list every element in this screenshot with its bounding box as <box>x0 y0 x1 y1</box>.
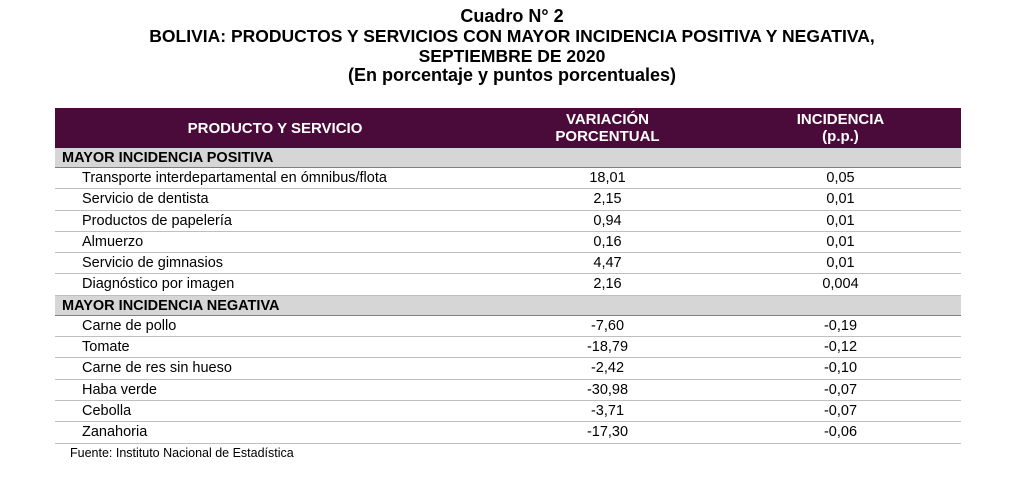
section-positive: MAYOR INCIDENCIA POSITIVA <box>55 148 961 168</box>
table-number: Cuadro N° 2 <box>460 6 564 26</box>
row-incidence: 0,01 <box>826 233 855 250</box>
table-row <box>55 274 961 295</box>
row-product: Diagnóstico por imagen <box>82 276 235 293</box>
row-product: Haba verde <box>82 381 157 398</box>
table-header <box>55 108 961 148</box>
header-incidence-line2: (p.p.) <box>822 128 859 145</box>
row-product: Tomate <box>82 339 130 356</box>
row-incidence: -0,07 <box>823 402 858 419</box>
header-variation-line2: PORCENTUAL <box>555 128 660 145</box>
row-incidence: 0,004 <box>822 276 859 293</box>
row-variation: -30,98 <box>586 381 629 398</box>
section-negative: MAYOR INCIDENCIA NEGATIVA <box>55 296 961 316</box>
source-note: Fuente: Instituto Nacional de Estadística <box>70 446 294 460</box>
table-row <box>55 189 961 210</box>
row-incidence: -0,06 <box>823 424 858 441</box>
table-row <box>55 380 961 401</box>
table-row <box>55 422 961 443</box>
row-product: Servicio de gimnasios <box>82 255 224 272</box>
table-row <box>55 316 961 337</box>
row-variation: -18,79 <box>586 339 629 356</box>
table-title-date: SEPTIEMBRE DE 2020 <box>418 46 606 66</box>
row-variation: 0,16 <box>593 233 622 250</box>
row-product: Cebolla <box>82 402 132 419</box>
row-variation: 2,16 <box>593 276 622 293</box>
row-incidence: 0,01 <box>826 255 855 272</box>
incidence-table <box>55 108 961 444</box>
table-row <box>55 232 961 253</box>
row-product: Productos de papelería <box>82 212 232 229</box>
row-variation: 0,94 <box>593 212 622 229</box>
table-title: BOLIVIA: PRODUCTOS Y SERVICIOS CON MAYOR INCIDENCIA POSITIVA Y NEGATIVA, <box>149 26 875 46</box>
row-incidence: 0,05 <box>826 170 855 186</box>
header-variation <box>495 108 720 148</box>
row-variation: -3,71 <box>590 402 625 419</box>
row-product: Transporte interdepartamental en ómnibus/flota <box>82 170 387 186</box>
row-incidence: -0,10 <box>823 360 858 377</box>
row-product: Servicio de dentista <box>82 191 209 208</box>
table-row <box>55 337 961 358</box>
header-incidence <box>720 108 961 148</box>
header-variation-line1: VARIACIÓN <box>565 111 650 128</box>
header-product-service: PRODUCTO Y SERVICIO <box>187 119 363 137</box>
table-row <box>55 401 961 422</box>
row-product: Carne de pollo <box>82 317 177 334</box>
table-title-block <box>0 6 1024 85</box>
row-product: Carne de res sin hueso <box>82 360 232 377</box>
row-product: Almuerzo <box>82 233 144 250</box>
row-variation: 2,15 <box>593 191 622 208</box>
row-incidence: -0,19 <box>823 317 858 334</box>
row-variation: -2,42 <box>590 360 625 377</box>
row-incidence: 0,01 <box>826 191 855 208</box>
row-variation: 4,47 <box>593 255 622 272</box>
table-row <box>55 358 961 379</box>
row-variation: -17,30 <box>586 424 629 441</box>
table-row <box>55 211 961 232</box>
row-variation: 18,01 <box>589 170 626 186</box>
row-incidence: -0,07 <box>823 381 858 398</box>
row-variation: -7,60 <box>590 317 625 334</box>
table-row <box>55 253 961 274</box>
row-product: Zanahoria <box>82 424 148 441</box>
row-incidence: -0,12 <box>823 339 858 356</box>
header-incidence-line1: INCIDENCIA <box>796 111 885 128</box>
row-incidence: 0,01 <box>826 212 855 229</box>
table-row <box>55 168 961 189</box>
table-units: (En porcentaje y puntos porcentuales) <box>347 65 677 85</box>
